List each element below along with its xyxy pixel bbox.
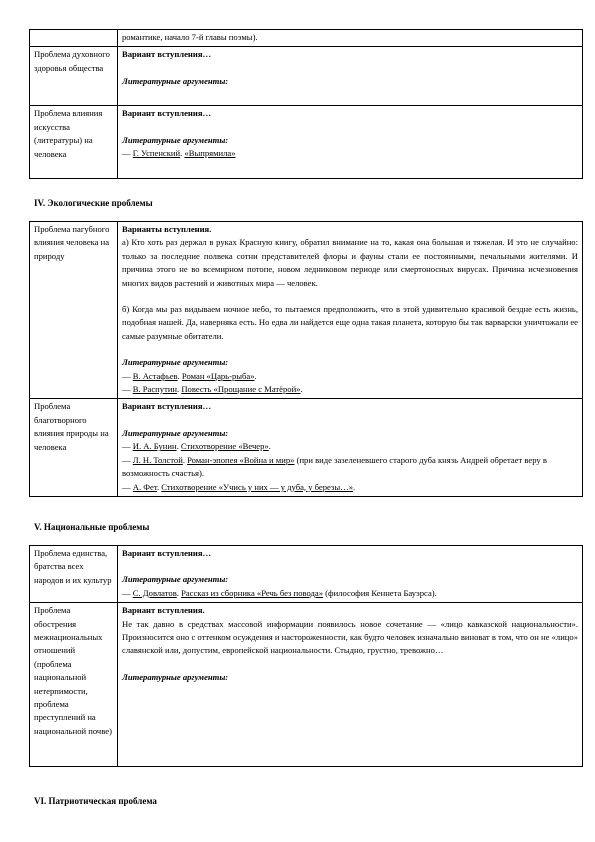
intro-paragraph: Не так давно в средствах массовой информации появилось новое сочетание — «лицо кавказской национальности». Произносится оно с оттенком осуждения и настороженности, как будто человек изначально виноват в том, что он не «лицо» славянской или, допустим, европейской национальности. Стыдно, грустно, тревожно… (122, 618, 578, 656)
argument-author: А. Фет (132, 481, 157, 492)
lit-args-label: Литературные аргументы: (122, 427, 229, 438)
intro-paragraph-b: б) Когда мы раз видываем ночное небо, то пытаемся предположить, что в этой удивительно красивой бездне есть жизнь, подобная нашей. Да, наверняка есть. Но едва ли найдется еще одна такая планета, которую бы так варварски уничтожали ее самые разумные обитатели. (122, 304, 578, 341)
answer-cell (118, 222, 583, 399)
argument-work: «Выпрямила» (184, 148, 236, 159)
argument-item: — Л. Н. Толстой. Роман-эпопея «Война и мир» (при виде зазеленевшего старого дуба князь Андрей обретает веру в возможность счастья). (122, 454, 547, 479)
argument-item: — А. Фет. Стихотворение «Учись у них — у дуба, у березы…». (122, 481, 356, 492)
table-row (30, 399, 583, 496)
intro-variant-label: Вариант вступления. (122, 605, 205, 616)
argument-author: Л. Н. Толстой (132, 454, 183, 465)
intro-variant-label: Вариант вступления… (122, 401, 212, 412)
argument-work: Стихотворение «Учись у них — у дуба, у березы…» (161, 481, 354, 492)
argument-author: И. А. Бунин (132, 441, 177, 452)
problem-cell: Проблема духовного здоровья общества (30, 47, 118, 106)
argument-work: Стихотворение «Вечер» (180, 441, 269, 452)
argument-author: В. Астафьев (132, 370, 178, 381)
argument-item: — В. Распутин. Повесть «Прощание с Матёрой». (122, 384, 303, 395)
argument-work: Рассказ из сборника «Речь без повода» (181, 587, 324, 598)
answer-cell (118, 47, 583, 106)
section-heading-national: V. Национальные проблемы (34, 522, 150, 532)
argument-author: Г. Успенский (132, 148, 181, 159)
intro-variants-label: Варианты вступления. (122, 224, 212, 234)
table-row (30, 47, 583, 106)
table-row (30, 222, 583, 399)
argument-item: — И. А. Бунин. Стихотворение «Вечер». (122, 441, 271, 452)
answer-cell (118, 546, 583, 603)
argument-work: Роман «Царь-рыба» (181, 370, 255, 381)
table-national (29, 545, 583, 767)
problem-cell: Проблема благотворного влияния природы на человека (30, 399, 118, 496)
problem-cell: Проблема обострения межнациональных отношений (проблема национальной нетерпимости, проблема преступлений на национальной почве) (30, 603, 118, 767)
lit-args-label: Литературные аргументы: (122, 671, 229, 682)
section-heading-ecology: IV. Экологические проблемы (34, 198, 153, 208)
lit-args-label: Литературные аргументы: (122, 75, 229, 86)
intro-variant-label: Вариант вступления… (122, 108, 212, 119)
table-row (30, 30, 583, 47)
lit-args-label: Литературные аргументы: (122, 134, 229, 145)
continuation-text: романтике, начало 7-й главы поэмы). (118, 30, 583, 47)
lit-args-label: Литературные аргументы: (122, 357, 229, 368)
intro-variant-label: Вариант вступления… (122, 548, 212, 558)
table-row (30, 546, 583, 603)
table-row (30, 106, 583, 179)
argument-item: — В. Астафьев. Роман «Царь-рыба». (122, 370, 257, 381)
table-row (30, 603, 583, 767)
empty-cell (30, 30, 118, 47)
intro-paragraph-a: а) Кто хоть раз держал в руках Красную книгу, обратил внимание на то, какая она большая и тяжелая. И это не случайно: только за последние полвека сотни представителей флоры и фауны стали ее постоянными, печальными жителями. И причина этого не во всемирном потопе, новом ледниковом периоде или смертоносных вирусах. Причина исчезновения многих видов растений и животных мира — человек. (122, 237, 578, 288)
section-heading-patriotic: VI. Патриотическая проблема (34, 796, 157, 806)
argument-work: Повесть «Прощание с Матёрой» (181, 384, 301, 395)
answer-cell (118, 603, 583, 767)
table-continuation (29, 29, 583, 179)
answer-cell (118, 106, 583, 179)
intro-variant-label: Вариант вступления… (122, 49, 212, 60)
argument-item: — Г. Успенский. «Выпрямила» (122, 148, 236, 159)
argument-author: В. Распутин (132, 384, 178, 395)
table-ecology (29, 221, 583, 497)
argument-work: Роман-эпопея «Война и мир» (187, 454, 295, 465)
lit-args-label: Литературные аргументы: (122, 574, 229, 585)
problem-cell: Проблема влияния искусства (литературы) на человека (30, 106, 118, 179)
answer-cell (118, 399, 583, 496)
argument-item: — С. Довлатов. Рассказ из сборника «Речь без повода» (философия Кеннета Бауэрса). (122, 587, 437, 598)
argument-author: С. Довлатов (132, 587, 177, 598)
problem-cell: Проблема пагубного влияния человека на природу (30, 222, 118, 399)
problem-cell: Проблема единства, братства всех народов и их культур (30, 546, 118, 603)
